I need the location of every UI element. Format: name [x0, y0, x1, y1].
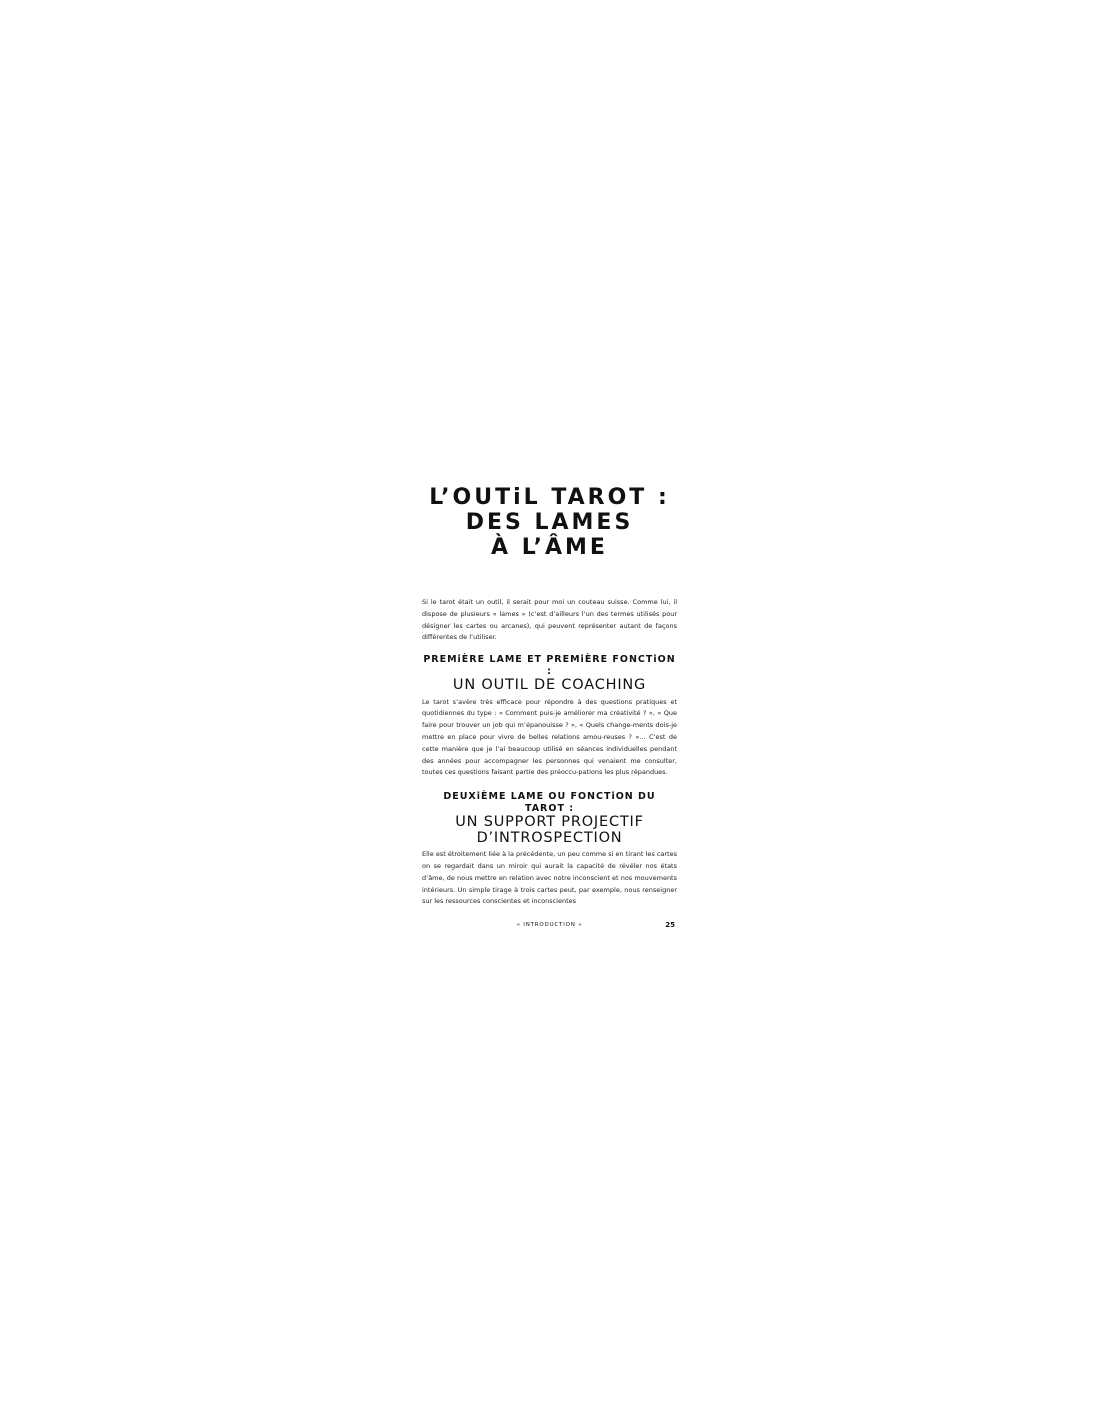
section-1-heading	[422, 654, 677, 694]
section-1-subtitle: UN OUTIL DE COACHING	[452, 677, 647, 694]
chapter-title-line-2: DES LAMES	[465, 510, 634, 535]
section-2-kicker: DEUXiÈME LAME OU FONCTiON DU TAROT :	[443, 791, 656, 815]
text-column	[422, 485, 677, 908]
chapter-title	[422, 485, 677, 560]
intro-paragraph: Si le tarot était un outil, il serait pour moi un couteau suisse. Comme lui, il dispose de plusieurs « lames » (c’est d’ailleurs l’un des termes utilisés pour désigner les cartes ou arcanes), qui peuvent représenter autant de façons différentes de l’utiliser.	[422, 598, 677, 642]
chapter-title-line-3: À L’ÂME	[491, 535, 608, 560]
section-1-kicker: PREMiÈRE LAME ET PREMiÈRE FONCTiON :	[423, 654, 676, 678]
page-footer	[422, 920, 677, 932]
section-2-subtitle-line-2: D’INTROSPECTION	[476, 829, 623, 846]
running-head: « INTRODUCTION »	[516, 922, 583, 928]
section-2-subtitle-line-1: UN SUPPORT PROJECTIF	[455, 814, 644, 831]
page-number: 25	[665, 921, 675, 929]
chapter-title-line-1: L’OUTiL TAROT :	[429, 485, 670, 510]
section-1-paragraph: Le tarot s’avère très efficace pour répondre à des questions pratiques et quotidiennes du type : « Comment puis-je améliorer ma créativité ? », « Que faire pour trouver un job qui m’épanouisse ? », « Quels change-ments dois-je mettre en place pour vivre de belles relations amou-reuses ? »... C’est de cette manière que je l’ai beaucoup utilisé en séances individuelles pendant des années pour accompagner les personnes qui venaient me consulter, toutes ces questions faisant partie des préoccu-pations les plus répandues.	[422, 697, 677, 777]
section-2-heading	[422, 791, 677, 846]
section-2-paragraph: Elle est étroitement liée à la précédente, un peu comme si en tirant les cartes on se regardait dans un miroir qui aurait la capacité de révéler nos états d’âme, de nous mettre en relation avec notre inconscient et nos mouvements intérieurs. Un simple tirage à trois cartes peut, par exemple, nous renseigner sur les ressources conscientes et inconscientes	[422, 850, 677, 906]
